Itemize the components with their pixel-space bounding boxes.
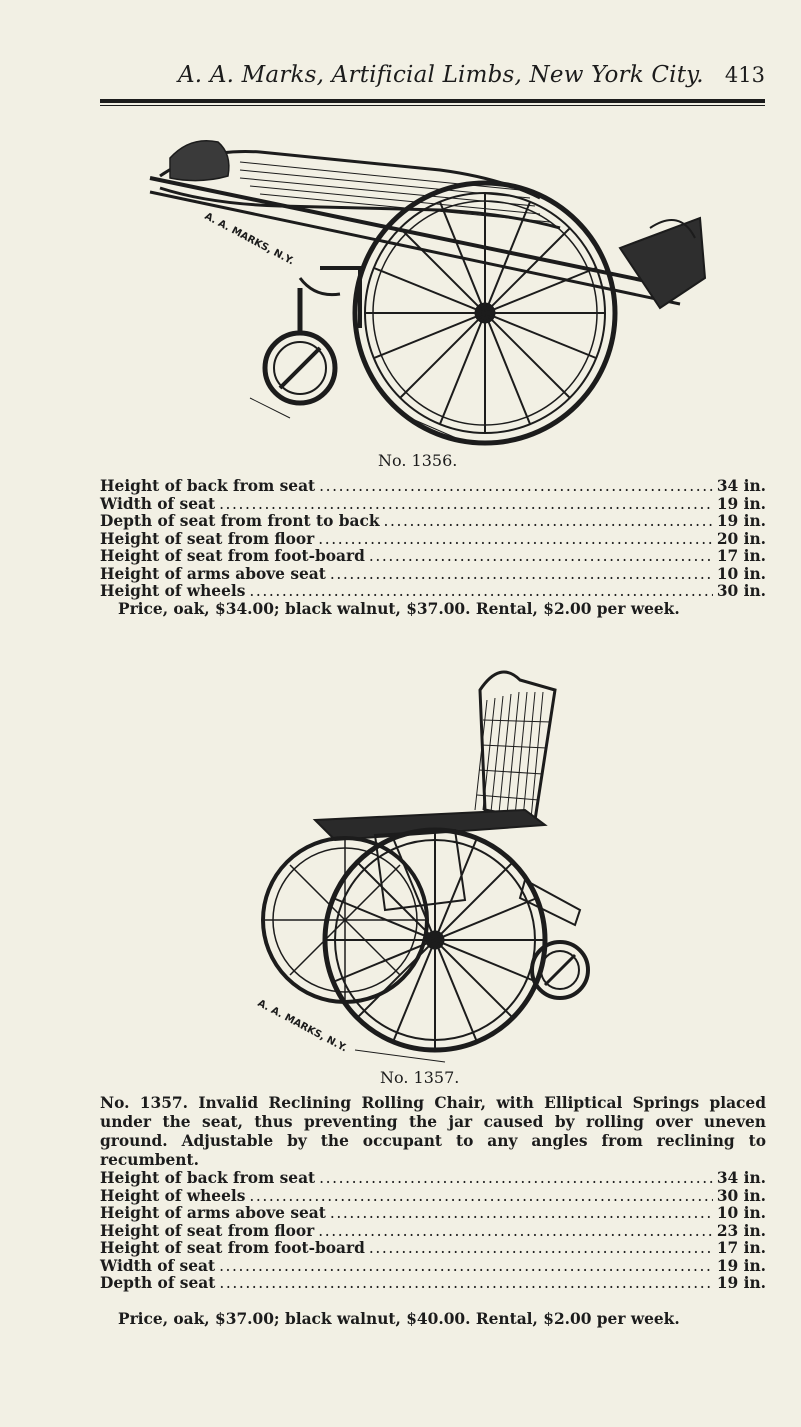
leader-dots bbox=[249, 1188, 712, 1206]
header-rule-thin bbox=[100, 105, 765, 106]
leader-dots bbox=[330, 1205, 713, 1223]
rolling-chair-illustration bbox=[255, 650, 595, 1070]
spec-label: Height of seat from floor bbox=[100, 1221, 315, 1240]
figure-caption-1357: No. 1357. bbox=[380, 1068, 460, 1087]
spec-row bbox=[100, 1258, 766, 1276]
spec-row bbox=[100, 1188, 766, 1206]
spec-value: 19 in. bbox=[716, 1274, 766, 1292]
spec-label: Height of seat from foot-board bbox=[100, 1239, 365, 1257]
spec-row bbox=[100, 583, 766, 601]
spec-label: Width of seat bbox=[100, 1256, 216, 1275]
leader-dots bbox=[219, 496, 713, 514]
leader-dots bbox=[219, 1258, 713, 1276]
spec-value: 19 in. bbox=[716, 494, 766, 513]
spec-row bbox=[100, 1240, 766, 1258]
spec-label: Height of arms above seat bbox=[100, 1204, 326, 1222]
spec-label: Depth of seat from front to back bbox=[100, 512, 380, 530]
leader-dots bbox=[369, 548, 713, 566]
price-line-1357: Price, oak, $37.00; black walnut, $40.00. Rental, $2.00 per week. bbox=[118, 1310, 680, 1328]
spec-row bbox=[100, 548, 766, 566]
leader-dots bbox=[369, 1240, 713, 1258]
spec-label: Width of seat bbox=[100, 494, 216, 513]
product-description-1357: No. 1357. Invalid Reclining Rolling Chair, with Elliptical Springs placed under the seat, thus preventing the jar caused by rolling over uneven ground. Adjustable by the occupant to any angles from reclining to recumbent. bbox=[100, 1094, 766, 1169]
spec-value: 34 in. bbox=[716, 1169, 766, 1187]
spec-row bbox=[100, 566, 766, 584]
spec-value: 10 in. bbox=[716, 564, 766, 583]
spec-value: 34 in. bbox=[716, 477, 766, 495]
spec-value: 19 in. bbox=[716, 1256, 766, 1275]
leader-dots bbox=[330, 566, 713, 584]
spec-label: Height of wheels bbox=[100, 582, 246, 600]
page-header bbox=[100, 62, 765, 98]
maker-mark-2: A. A. MARKS, N.Y. bbox=[255, 997, 349, 1055]
spec-row bbox=[100, 478, 766, 496]
spec-row bbox=[100, 531, 766, 549]
spec-value: 17 in. bbox=[716, 1239, 766, 1257]
spec-label: Height of seat from floor bbox=[100, 529, 315, 548]
spec-label: Depth of seat bbox=[100, 1274, 216, 1292]
spec-value: 20 in. bbox=[716, 529, 766, 548]
figure-caption-1356: No. 1356. bbox=[378, 451, 458, 470]
spec-row bbox=[100, 1170, 766, 1188]
spec-value: 19 in. bbox=[716, 512, 766, 530]
spec-row bbox=[100, 1223, 766, 1241]
spec-row bbox=[100, 496, 766, 514]
spec-value: 30 in. bbox=[716, 582, 766, 600]
leader-dots bbox=[319, 478, 713, 496]
spec-value: 10 in. bbox=[716, 1204, 766, 1222]
leader-dots bbox=[219, 1275, 712, 1293]
leader-dots bbox=[319, 1170, 713, 1188]
maker-mark-1: A. A. MARKS, N.Y. bbox=[202, 210, 296, 268]
spec-label: Height of back from seat bbox=[100, 1169, 316, 1187]
spec-label: Height of arms above seat bbox=[100, 564, 326, 583]
spec-value: 23 in. bbox=[716, 1221, 766, 1240]
spec-row bbox=[100, 1205, 766, 1223]
page-number: 413 bbox=[724, 63, 765, 87]
spec-row bbox=[100, 1275, 766, 1293]
spec-list-1356 bbox=[100, 478, 766, 601]
spec-label: Height of seat from foot-board bbox=[100, 547, 365, 565]
leader-dots bbox=[318, 531, 713, 549]
spec-label: Height of back from seat bbox=[100, 477, 316, 495]
spec-row bbox=[100, 513, 766, 531]
spec-label: Height of wheels bbox=[100, 1186, 246, 1205]
reclining-chair-illustration bbox=[140, 118, 715, 448]
spec-list-1357 bbox=[100, 1170, 766, 1293]
price-line-1356: Price, oak, $34.00; black walnut, $37.00. Rental, $2.00 per week. bbox=[118, 600, 680, 618]
header-rule bbox=[100, 99, 765, 103]
running-title: A. A. Marks, Artificial Limbs, New York City. bbox=[178, 62, 704, 88]
leader-dots bbox=[249, 583, 712, 601]
leader-dots bbox=[318, 1223, 713, 1241]
spec-value: 30 in. bbox=[716, 1186, 766, 1205]
leader-dots bbox=[384, 513, 713, 531]
spec-value: 17 in. bbox=[716, 547, 766, 565]
